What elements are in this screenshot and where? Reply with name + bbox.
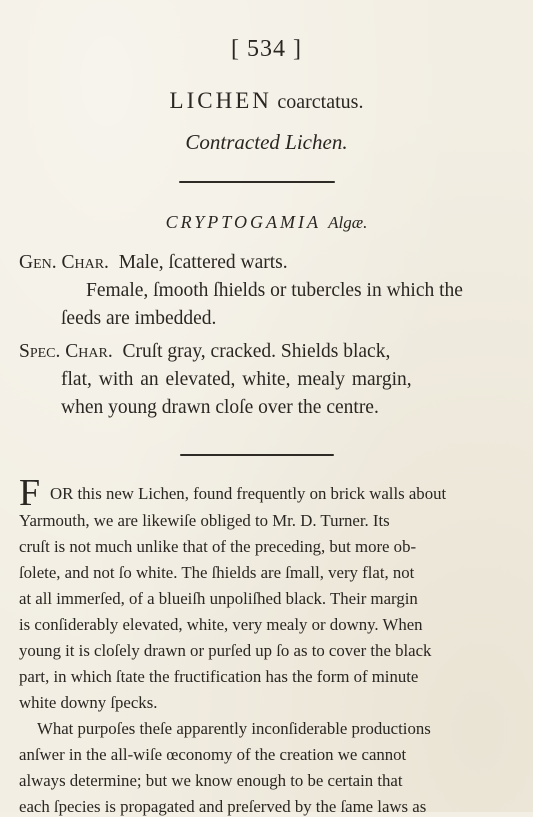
divider-rule <box>179 181 335 183</box>
classification <box>0 212 533 233</box>
spec-char-line-3: when young drawn cloſe over the centre. <box>61 397 379 418</box>
body-line: cruſt is not much unlike that of the preceding, but more ob- <box>19 537 417 556</box>
class-name: CRYPTOGAMIA <box>165 212 321 232</box>
gen-char-line-2: Female, ſmooth ſhields or tubercles in which the <box>86 280 463 301</box>
body-line: always determine; but we know enough to be certain that <box>19 771 403 790</box>
gen-char-line-3: ſeeds are imbedded. <box>61 308 217 329</box>
spec-char-line-1 <box>19 341 390 363</box>
divider-rule-2 <box>180 454 334 456</box>
order-name: Algæ. <box>328 213 368 232</box>
body-line: Yarmouth, we are likewiſe obliged to Mr. D. Turner. Its <box>19 511 390 530</box>
body-line: young it is cloſely drawn or purſed up ſo as to cover the black <box>19 641 432 660</box>
body-line: anſwer in the all-wiſe œconomy of the creation we cannot <box>19 745 407 764</box>
spec-char-line-2: flat, with an elevated, white, mealy margin, <box>61 369 412 390</box>
body-line: at all immerſed, of a blueiſh unpoliſhed black. Their margin <box>19 589 418 608</box>
common-name: Contracted Lichen. <box>185 130 348 154</box>
gen-char-line-1 <box>19 252 288 274</box>
body-line: ſolete, and not ſo white. The ſhields are ſmall, very flat, not <box>19 563 415 582</box>
body-line: each ſpecies is propagated and preſerved by the ſame laws as <box>19 797 427 816</box>
body-line: is conſiderably elevated, white, very mealy or downy. When <box>19 615 423 634</box>
body-line: What purpoſes theſe apparently inconſiderable productions <box>37 719 431 738</box>
spec-char-label: Spec. Char. <box>19 341 113 362</box>
gen-char-label: Gen. Char. <box>19 252 109 273</box>
page-number: [ 534 ] <box>231 36 302 62</box>
body-line: white downy ſpecks. <box>19 693 158 712</box>
body-line: part, in which ſtate the fructification has the form of minute <box>19 667 419 686</box>
gen-char-text: Male, ſcattered warts. <box>118 252 288 273</box>
genus-name: LICHEN <box>169 88 272 113</box>
species-name: coarctatus. <box>277 91 364 113</box>
page-title <box>0 88 533 114</box>
spec-char-text: Cruſt gray, cracked. Shields black, <box>122 341 391 362</box>
body-line: OR this new Lichen, found frequently on brick walls about <box>50 484 447 503</box>
drop-cap: F <box>19 472 41 514</box>
